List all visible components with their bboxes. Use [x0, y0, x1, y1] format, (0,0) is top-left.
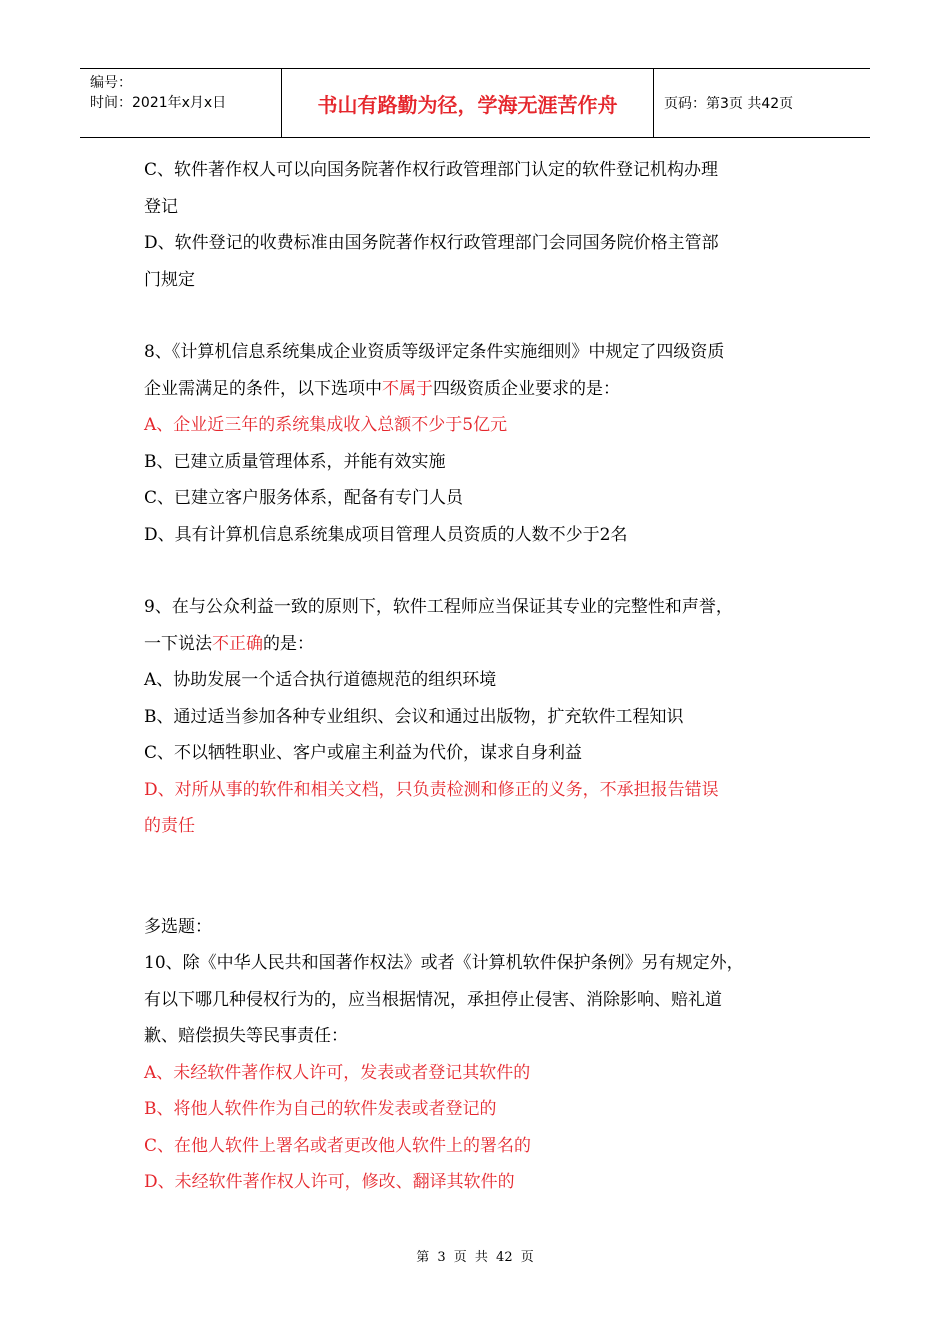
- q10-option-c: C、在他人软件上署名或者更改他人软件上的署名的: [144, 1135, 532, 1156]
- q7-option-d-line1: D、软件登记的收费标准由国务院著作权行政管理部门会同国务院价格主管部: [144, 233, 719, 253]
- q8-option-a: A、企业近三年的系统集成收入总额不少于5亿元: [144, 415, 508, 435]
- q8-option-d: D、具有计算机信息系统集成项目管理人员资质的人数不少于2名: [144, 524, 628, 545]
- page-footer: 第 3 页 共 42 页: [416, 1250, 534, 1265]
- q7-option-c-line1: C、软件著作权人可以向国务院著作权行政管理部门认定的软件登记机构办理: [144, 160, 719, 180]
- q10-option-d: D、未经软件著作权人许可，修改、翻译其软件的: [144, 1172, 515, 1192]
- page-header: [80, 68, 870, 138]
- q10-stem-line2: 有以下哪几种侵权行为的，应当根据情况，承担停止侵害、消除影响、赔礼道: [144, 989, 722, 1010]
- q9-option-a: A、协助发展一个适合执行道德规范的组织环境: [144, 670, 497, 690]
- q9-stem-line1: 9、在与公众利益一致的原则下，软件工程师应当保证其专业的完整性和声誉，: [144, 597, 733, 617]
- q8-stem-text-end: 四级资质企业要求的是：: [433, 378, 620, 399]
- header-motto: 书山有路勤为径，学海无涯苦作舟: [282, 69, 654, 137]
- q10-stem-line3: 歉、赔偿损失等民事责任：: [144, 1026, 348, 1046]
- q7-option-d-line2: 门规定: [144, 269, 195, 290]
- q8-stem-emphasis: 不属于: [382, 378, 433, 399]
- q9-option-d-line1: D、对所从事的软件和相关文档，只负责检测和修正的义务，不承担报告错误: [144, 779, 719, 800]
- multi-choice-heading: 多选题：: [144, 916, 212, 937]
- q9-stem-text-end: 的是：: [263, 633, 314, 654]
- q8-stem-line1: 8、《计算机信息系统集成企业资质等级评定条件实施细则》中规定了四级资质: [144, 342, 725, 362]
- q10-option-b: B、将他人软件作为自己的软件发表或者登记的: [144, 1099, 497, 1119]
- q8-stem-text: 企业需满足的条件，以下选项中: [144, 378, 382, 399]
- q9-option-d-line2: 的责任: [144, 816, 195, 836]
- q10-option-a: A、未经软件著作权人许可，发表或者登记其软件的: [144, 1062, 531, 1083]
- q9-option-b: B、通过适当参加各种专业组织、会议和通过出版物，扩充软件工程知识: [144, 706, 684, 727]
- header-meta: [80, 69, 282, 137]
- q9-stem-emphasis: 不正确: [212, 633, 263, 654]
- q9-option-c: C、不以牺牲职业、客户或雇主利益为代价，谋求自身利益: [144, 743, 583, 763]
- document-number-label: 编号：: [90, 75, 132, 91]
- q9-stem-line2: [144, 626, 814, 663]
- q7-option-c-line2: 登记: [144, 196, 178, 217]
- q8-option-b: B、已建立质量管理体系，并能有效实施: [144, 451, 446, 472]
- q9-stem-text: 一下说法: [144, 633, 212, 654]
- document-body: [144, 152, 814, 1201]
- q10-stem-line1: 10、除《中华人民共和国著作权法》或者《计算机软件保护条例》另有规定外，: [144, 953, 744, 973]
- q8-stem-line2: [144, 371, 814, 408]
- document-date: 时间：2021年x月x日: [90, 95, 227, 111]
- q8-option-c: C、已建立客户服务体系，配备有专门人员: [144, 488, 464, 508]
- header-page-info: 页码：第3页 共42页: [664, 96, 794, 112]
